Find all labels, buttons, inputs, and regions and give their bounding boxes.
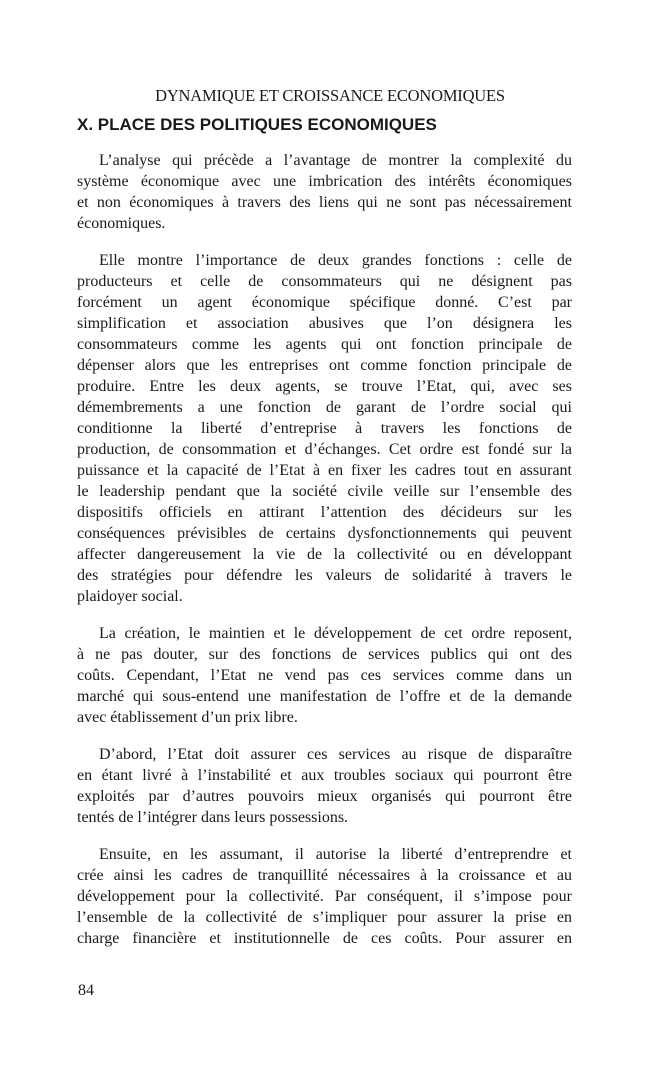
text-line: le leadership pendant que la société civile veille sur l’ensemble des: [77, 483, 572, 500]
text-line: dépenser alors que les entreprises ont comme fonction principale de: [77, 357, 572, 374]
text-line: affecter dangereusement la vie de la collectivité ou en développant: [77, 546, 572, 563]
text-line: L’analyse qui précède a l’avantage de montrer la complexité du: [99, 152, 572, 169]
body-text: [77, 150, 572, 965]
text-line: conditionne la liberté d’entreprise à travers les fonctions de: [77, 420, 572, 437]
text-line: économiques.: [77, 215, 166, 232]
section-heading: X. PLACE DES POLITIQUES ECONOMIQUES: [77, 115, 437, 134]
text-line: en étant livré à l’instabilité et aux troubles sociaux qui pourront être: [77, 767, 572, 784]
text-line: production, de consommation et d’échanges. Cet ordre est fondé sur la: [77, 441, 572, 458]
text-line: marché qui sous-entend une manifestation de l’offre et de la demande: [77, 688, 572, 705]
running-header-text: DYNAMIQUE ET CROISSANCE ECONOMIQUES: [155, 86, 505, 105]
text-line: simplification et association abusives que l’on désignera les: [77, 315, 572, 332]
paragraph: [77, 250, 572, 607]
text-line: développement pour la collectivité. Par conséquent, il s’impose pour: [77, 888, 572, 905]
text-line: Elle montre l’importance de deux grandes fonctions : celle de: [99, 252, 572, 269]
paragraph: [77, 744, 572, 828]
text-line: plaidoyer social.: [77, 588, 183, 605]
paragraph: [77, 844, 572, 949]
text-line: La création, le maintien et le développement de cet ordre reposent,: [99, 625, 572, 642]
text-line: Ensuite, en les assumant, il autorise la liberté d’entreprendre et: [99, 846, 572, 863]
text-line: à ne pas douter, sur des fonctions de services publics qui ont des: [77, 646, 572, 663]
running-header: [0, 86, 650, 106]
text-line: l’ensemble de la collectivité de s’impliquer pour assurer la prise en: [77, 909, 572, 926]
text-line: produire. Entre les deux agents, se trouve l’Etat, qui, avec ses: [77, 378, 572, 395]
text-line: exploités par d’autres pouvoirs mieux organisés qui pourront être: [77, 788, 572, 805]
text-line: puissance et la capacité de l’Etat à en fixer les cadres tout en assurant: [77, 462, 572, 479]
paragraph: [77, 150, 572, 234]
text-line: avec établissement d’un prix libre.: [77, 709, 298, 726]
text-line: démembrements a une fonction de garant de l’ordre social qui: [77, 399, 572, 416]
text-line: conséquences prévisibles de certains dysfonctionnements qui peuvent: [77, 525, 572, 542]
text-line: charge financière et institutionnelle de ces coûts. Pour assurer en: [77, 930, 572, 947]
text-line: D’abord, l’Etat doit assurer ces services au risque de disparaître: [99, 746, 572, 763]
text-line: tentés de l’intégrer dans leurs possessions.: [77, 809, 349, 826]
text-line: coûts. Cependant, l’Etat ne vend pas ces services comme dans un: [77, 667, 572, 684]
text-line: des stratégies pour défendre les valeurs de solidarité à travers le: [77, 567, 572, 584]
text-line: et non économiques à travers des liens qui ne sont pas nécessairement: [77, 194, 572, 211]
paragraph: [77, 623, 572, 728]
text-line: producteurs et celle de consommateurs qui ne désignent pas: [77, 273, 572, 290]
text-line: système économique avec une imbrication des intérêts économiques: [77, 173, 572, 190]
page-number: 84: [78, 982, 94, 999]
text-line: consommateurs comme les agents qui ont fonction principale de: [77, 336, 572, 353]
text-line: forcément un agent économique spécifique donné. C’est par: [77, 294, 572, 311]
text-line: crée ainsi les cadres de tranquillité nécessaires à la croissance et au: [77, 867, 572, 884]
text-line: dispositifs officiels en attirant l’attention des décideurs sur les: [77, 504, 572, 521]
